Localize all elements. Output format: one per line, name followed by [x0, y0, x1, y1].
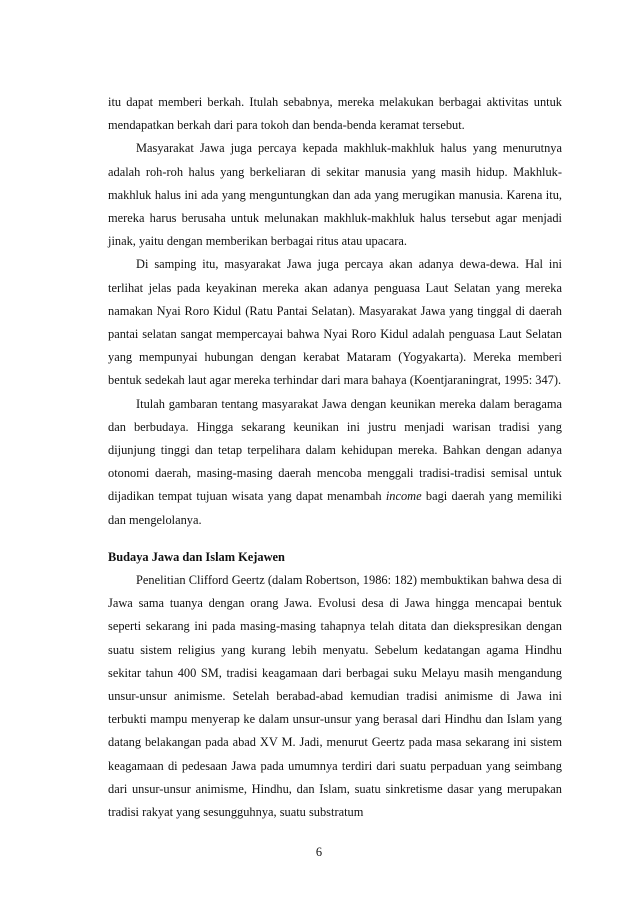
paragraph-makhluk-halus: Masyarakat Jawa juga percaya kepada makhluk-makhluk halus yang menurutnya adalah roh-roh halus yang berkeliaran di sekitar manusia yang masih hidup. Makhluk-makhluk halus ini ada yang menguntungkan dan ada yang merugikan manusia. Karena itu, mereka harus berusaha untuk melunakan makhluk-makhluk halus tersebut agar menjadi jinak, yaitu dengan memberikan berbagai ritus atau upacara.	[108, 141, 562, 249]
paragraph-geertz: Penelitian Clifford Geertz (dalam Robertson, 1986: 182) membuktikan bahwa desa di Jawa sama tuanya dengan orang Jawa. Evolusi desa di Jawa hingga mencapai bentuk seperti sekarang ini pada masing-masing tahapnya telah ditata dan diekspresikan dengan suatu sistem religius yang kurang lebih menyatu. Sebelum kedatangan agama Hindhu sekitar tahun 400 SM, tradisi keagamaan dari berbagai suku Melayu masih mengandung unsur-unsur animisme. Setelah berabad-abad kemudian tradisi animisme di Jawa ini terbukti mampu menyerap ke dalam unsur-unsur yang berasal dari Hindhu dan Islam yang datang belakangan pada abad XV M. Jadi, menurut Geertz pada masa sekarang ini sistem keagamaan di pedesaan Jawa pada umumnya terdiri dari suatu perpaduan yang seimbang dari unsur-unsur animisme, Hindhu, dan Islam, suatu sinkretisme dasar yang merupakan tradisi rakyat yang sesungguhnya, suatu substratum	[108, 573, 562, 820]
paragraph-keunikan-text-end: bagi daerah yang memiliki dan mengelolanya.	[108, 489, 562, 527]
paragraph-dewa-dewa: Di samping itu, masyarakat Jawa juga percaya akan adanya dewa-dewa. Hal ini terlihat jelas pada keyakinan mereka akan adanya penguasa Laut Selatan yang mereka namakan Nyai Roro Kidul (Ratu Pantai Selatan). Masyarakat Jawa yang tinggal di daerah pantai selatan sangat mempercayai bahwa Nyai Roro Kidul adalah penguasa Laut Selatan yang mempunyai hubungan dengan kerabat Mataram (Yogyakarta). Mereka memberi bentuk sedekah laut agar mereka terhindar dari mara bahaya (Koentjaraningrat, 1995: 347).	[108, 257, 562, 388]
page-number: 6	[315, 845, 323, 859]
paragraph-keunikan-text-start: Itulah gambaran tentang masyarakat Jawa dengan keunikan mereka dalam beragama dan berbudaya. Hingga sekarang keunikan ini justru menjadi warisan tradisi yang dijunjung tinggi dan tetap terpelihara dalam kehidupan mereka. Bahkan dengan adanya otonomi daerah, masing-masing daerah mencoba menggali tradisi-tradisi semisal untuk dijadikan tempat tujuan wisata yang dapat menambah	[108, 396, 562, 504]
paragraph-continuation: itu dapat memberi berkah. Itulah sebabnya, mereka melakukan berbagai aktivitas untuk mendapatkan berkah dari para tokoh dan benda-benda keramat tersebut.	[108, 95, 562, 133]
paragraph-keunikan	[108, 393, 562, 532]
italic-term-income: income	[385, 489, 422, 504]
page-body	[108, 91, 562, 824]
section-heading: Budaya Jawa dan Islam Kejawen	[108, 549, 285, 564]
